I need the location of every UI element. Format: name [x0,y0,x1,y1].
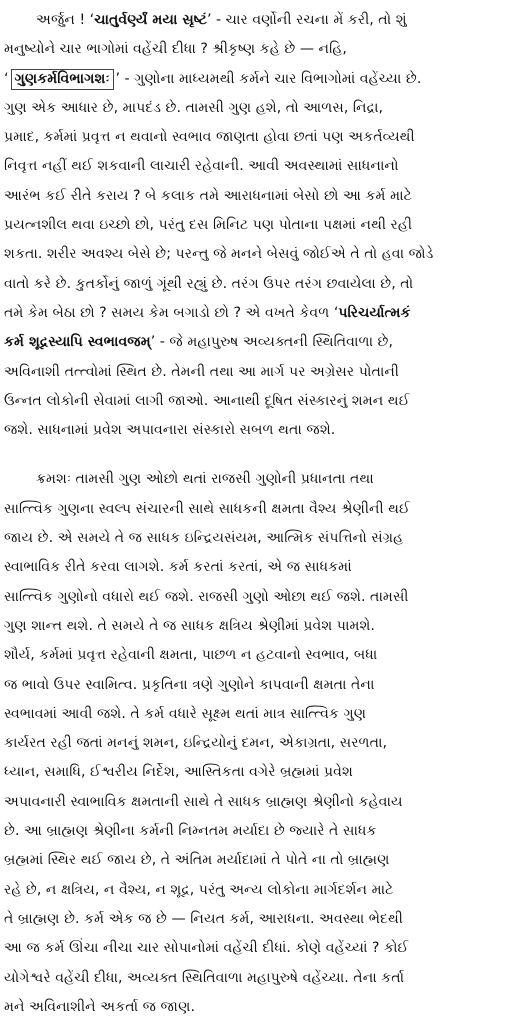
paragraph-1 [4,6,512,445]
text-line [4,641,512,670]
text-segment: તમે કેમ બેઠા છો ? સમય કેમ બગાડો છો ? એ વખતે કેવળ ‘ [4,304,339,321]
text-line [4,182,512,211]
text-segment: આ જ કર્મ ઊંચા નીચા ચાર સોપાનોમાં વહેંચી દીધાં. કોણે વહેંચ્યાં ? કોઈ [4,940,409,957]
text-segment: ’ - ચાર વર્ણોની રચના મેં કરી, તો શું [207,12,407,28]
text-segment: સ્વભાવમાં આવી જશે. તે કર્મ વધારે સૂક્ષ્મ થતાં માત્ર સાત્ત્વિક ગુણ [4,705,367,722]
text-line [4,211,512,240]
text-line [4,152,512,181]
text-segment: ધ્યાન, સમાધિ, ઈશ્વરીય નિર્દેશ, આસ્તિકતા વગેરે બ્રહ્મમાં પ્રવેશ [4,764,353,781]
text-line [4,6,512,35]
text-segment: જાય છે. એ સમયે તે જ સાધક ઇન્દ્રિયસંયમ, આત્મિક સંપત્તિનો સંગ્રહ [4,530,404,547]
text-segment: શકતા. શરીર અવશ્ય બેસે છે; પરન્તુ જે મનને બેસવું જોઈએ તે તો હવા જોડે [4,246,434,263]
text-segment: ગુણ એક આધાર છે, માપદંડ છે. તામસી ગુણ હશે, તો આળસ, નિદ્રા, [4,99,383,116]
text-segment: ‘ [4,70,9,87]
text-line [4,524,512,553]
text-line [4,700,512,729]
boxed-sanskrit-term: ગુણકર્મવિભાગશઃ [11,69,114,90]
text-line [4,846,512,875]
text-line [4,788,512,817]
text-segment: અર્જુન ! ‘ [36,12,95,28]
text-segment: અવિનાશી તત્ત્વોમાં સ્થિત છે. તેમની તથા આ માર્ગ પર અગ્રેસર પોતાની [4,363,399,380]
text-line [4,358,512,387]
text-segment: મનુષ્યોને ચાર ભાગોમાં વહેંચી દીધા ? શ્રીકૃષ્ણ કહે છે — નહિ, [4,41,347,58]
text-line [4,817,512,846]
text-segment: રહે છે, ન ક્ષત્રિય, ન વૈશ્ય, ન શૂદ્ર, પરંતુ અન્ય લોકોના માર્ગદર્શન માટે [4,881,394,898]
text-line [4,35,512,64]
text-line [4,729,512,758]
text-segment: પ્રમાદ, કર્મમાં પ્રવૃત્ત ન થવાનો સ્વભાવ જાણતા હોવા છતાં પણ અકર્તવ્યથી [4,129,415,146]
text-line [4,387,512,416]
text-line [4,65,512,94]
text-line [4,612,512,641]
text-line [4,905,512,934]
text-line [4,240,512,269]
text-line [4,583,512,612]
text-segment: ’ - ગુણોના માધ્યમથી કર્મને ચાર વિભાગોમાં વહેંચ્યા છે. [115,70,422,87]
text-line [4,495,512,524]
text-segment: મને અવિનાશીને અકર્તા જ જાણ. [4,998,195,1015]
text-line [4,876,512,905]
text-line [4,123,512,152]
text-line [4,964,512,993]
text-line [4,993,512,1022]
text-segment: સાત્ત્વિક ગુણના સ્વલ્પ સંચારની સાથે સાધકની ક્ષમતા વૈશ્ય શ્રેણીની થઈ [4,500,410,517]
text-segment: સાત્ત્વિક ગુણોનો વધારો થઈ જશે. રાજસી ગુણો ઓછા થઈ જશે. તામસી [4,588,409,605]
text-segment: જશે. સાધનામાં પ્રવેશ અપાવનારા સંસ્કારો સબળ થતા જશે. [4,422,336,439]
text-line [4,758,512,787]
text-line [4,299,512,328]
text-line [4,671,512,700]
bold-sanskrit-quote: ચાતુર્વર્ણ્યં મયા સૃષ્ટં [94,12,207,28]
text-segment: શૌર્ય, કર્મમાં પ્રવૃત્ત રહેવાની ક્ષમતા, પાછળ ન હટવાનો સ્વભાવ, બધા [4,647,378,664]
text-segment: ’ - જે મહાપુરુષ અવ્યક્તની સ્થિતિવાળા છે, [150,334,394,351]
text-segment: નિવૃત્ત નહીં થઈ શકવાની લાચારી રહેવાની. આવી અવસ્થામાં સાધનાનો [4,158,399,175]
text-line [4,553,512,582]
text-line [4,934,512,963]
text-segment: ગુણ શાન્ત થશે. તે સમયે તે જ સાધક ક્ષત્રિય શ્રેણીમાં પ્રવેશ પામશે. [4,617,375,634]
text-segment: કાર્યરત રહી જતાં મનનું શમન, ઇન્દ્રિયોનું દમન, એકાગ્રતા, સરળતા, [4,735,387,752]
text-segment: છે. આ બ્રાહ્મણ શ્રેણીના કર્મની નિમ્નતમ મર્યાદા છે જ્યારે તે સાધક [4,823,377,840]
text-segment: જ ભાવો ઉપર સ્વામિત્વ. પ્રકૃતિના ત્રણે ગુણોને કાપવાની ક્ષમતા તેના [4,676,375,693]
text-segment: ક્રમશઃ તામસી ગુણ ઓછો થતાં રાજસી ગુણોની પ્રધાનતા તથા [36,471,374,488]
text-line [4,270,512,299]
text-line [4,94,512,123]
text-segment: વાતો કરે છે. કુતર્કોનું જાળું ગૂંથી રહ્યું છે. તરંગ ઉપર તરંગ છવાયેલા છે, તો [4,275,414,292]
text-segment: તે બ્રાહ્મણ છે. કર્મ એક જ છે — નિયત કર્મ, આરાધના. અવસ્થા ભેદથી [4,910,403,927]
text-line [4,465,512,494]
paragraph-2 [4,465,512,1022]
text-line [4,416,512,445]
text-segment: ઉન્નત લોકોની સેવામાં લાગી જાઓ. આનાથી દૂષિત સંસ્કારનું શમન થઈ [4,392,410,409]
bold-sanskrit-quote: પરિચર્યાત્મકં [338,304,411,321]
text-segment: પ્રયત્નશીલ થવા ઇચ્છો છો, પરંતુ દસ મિનિટ પણ પોતાના પક્ષમાં નથી રહી [4,217,412,234]
text-segment: બ્રહ્મમાં સ્થિર થઈ જાય છે, તે અંતિમ મર્યાદામાં તે પોતે ના તો બ્રાહ્મણ [4,852,390,869]
text-segment: યોગેશ્વરે વહેંચી દીધા, અવ્યક્ત સ્થિતિવાળા મહાપુરુષે વહેંચ્યા. તેના કર્તા [4,969,405,986]
bold-sanskrit-quote: કર્મ શૂદ્રસ્યાપિ સ્વભાવજમ્ [4,334,151,351]
text-segment: સ્વાભાવિક રીતે કરવા લાગશે. કર્મ કરતાં કરતાં, એ જ સાધકમાં [4,559,352,576]
text-segment: આરંભ કઈ રીતે કરાય ? બે કલાક તમે આરાધનામાં બેસો છો આ કર્મ માટે [4,187,412,204]
text-line [4,328,512,357]
text-segment: અપાવનારી સ્વાભાવિક ક્ષમતાની સાથે તે સાધક બ્રાહ્મણ શ્રેણીનો કહેવાય [4,793,403,810]
